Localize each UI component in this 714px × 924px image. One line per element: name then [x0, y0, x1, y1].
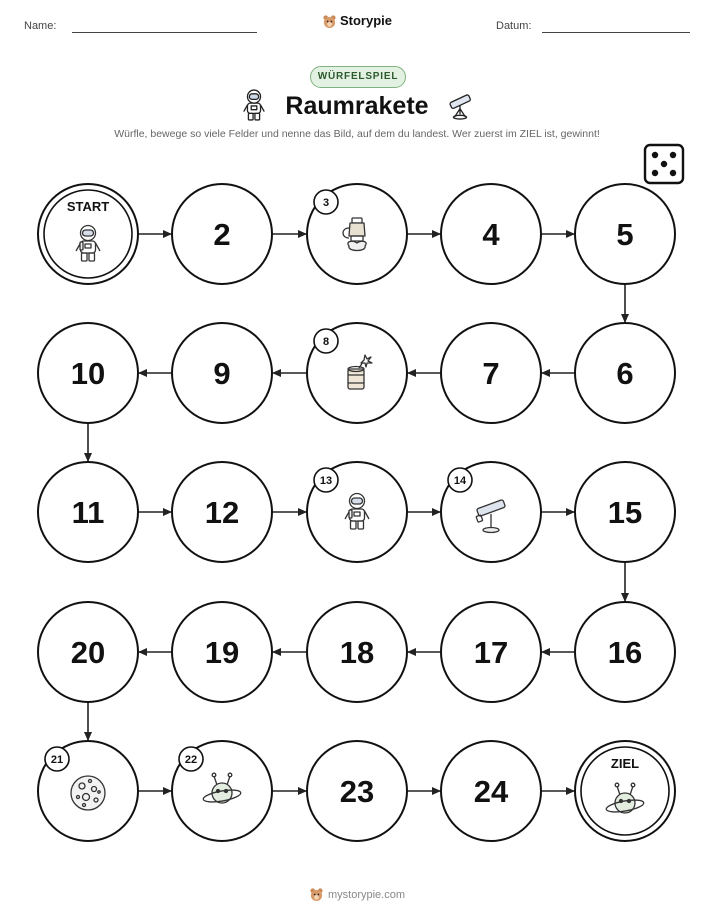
finish-space	[575, 741, 675, 841]
board-space	[575, 602, 675, 702]
space-number: 5	[616, 217, 634, 252]
board-space	[172, 462, 272, 562]
space-number: 24	[473, 774, 509, 809]
space-number-badge	[45, 747, 69, 771]
space-number: 2	[213, 217, 231, 252]
board-space	[575, 462, 675, 562]
board-space	[307, 741, 407, 841]
space-number: 6	[616, 356, 634, 391]
space-number-badge	[314, 468, 338, 492]
space-number: 10	[70, 356, 106, 391]
board-space	[441, 602, 541, 702]
footer-url: mystorypie.com	[327, 889, 406, 901]
space-number: 11	[71, 495, 105, 530]
space-number: 19	[204, 635, 240, 670]
space-number: 22	[184, 754, 198, 766]
space-number: 13	[319, 475, 333, 487]
board-space	[575, 323, 675, 423]
start-space	[38, 184, 138, 284]
instructions: Würfle, bewege so viele Felder und nenne das Bild, auf dem du landest. Wer zuerst im ZIEL ist, gewinnt!	[114, 128, 600, 140]
board-space	[172, 602, 272, 702]
board-space	[441, 741, 541, 841]
space-number-badge	[314, 329, 338, 353]
board-space	[38, 741, 138, 841]
board-space	[441, 323, 541, 423]
board-space	[38, 462, 138, 562]
board-space	[172, 741, 272, 841]
space-number: 3	[322, 197, 330, 209]
game-type-badge: WÜRFELSPIEL	[310, 66, 406, 88]
moon-icon	[71, 776, 105, 810]
space-number-badge	[179, 747, 203, 771]
space-number: 16	[607, 635, 643, 670]
space-number: 8	[322, 336, 330, 348]
space-number: 20	[70, 635, 106, 670]
board-space	[575, 184, 675, 284]
space-number: 21	[50, 754, 64, 766]
board-space	[307, 323, 407, 423]
board-space	[307, 184, 407, 284]
board-space	[38, 323, 138, 423]
footer	[0, 887, 714, 902]
board-space	[441, 462, 541, 562]
space-number: 17	[473, 635, 509, 670]
space-number: 12	[204, 495, 240, 530]
board-space	[38, 602, 138, 702]
brand-name: Storypie	[339, 13, 392, 28]
space-number: 7	[482, 356, 500, 391]
space-number: 23	[339, 774, 375, 809]
space-number: 15	[607, 495, 643, 530]
space-label: START	[66, 199, 110, 214]
bear-logo-icon	[309, 887, 324, 902]
board-space	[441, 184, 541, 284]
space-number: 9	[213, 356, 231, 391]
page-title: Raumrakete	[285, 92, 429, 120]
name-label: Name:	[24, 20, 57, 32]
board-space	[307, 462, 407, 562]
space-number: 18	[339, 635, 375, 670]
board-space	[307, 602, 407, 702]
board-space	[172, 184, 272, 284]
space-number-badge	[448, 468, 472, 492]
space-number: 14	[453, 475, 467, 487]
space-label: ZIEL	[610, 756, 640, 771]
space-number: 4	[482, 217, 500, 252]
space-number-badge	[314, 190, 338, 214]
date-label: Datum:	[496, 20, 532, 32]
board-space	[172, 323, 272, 423]
